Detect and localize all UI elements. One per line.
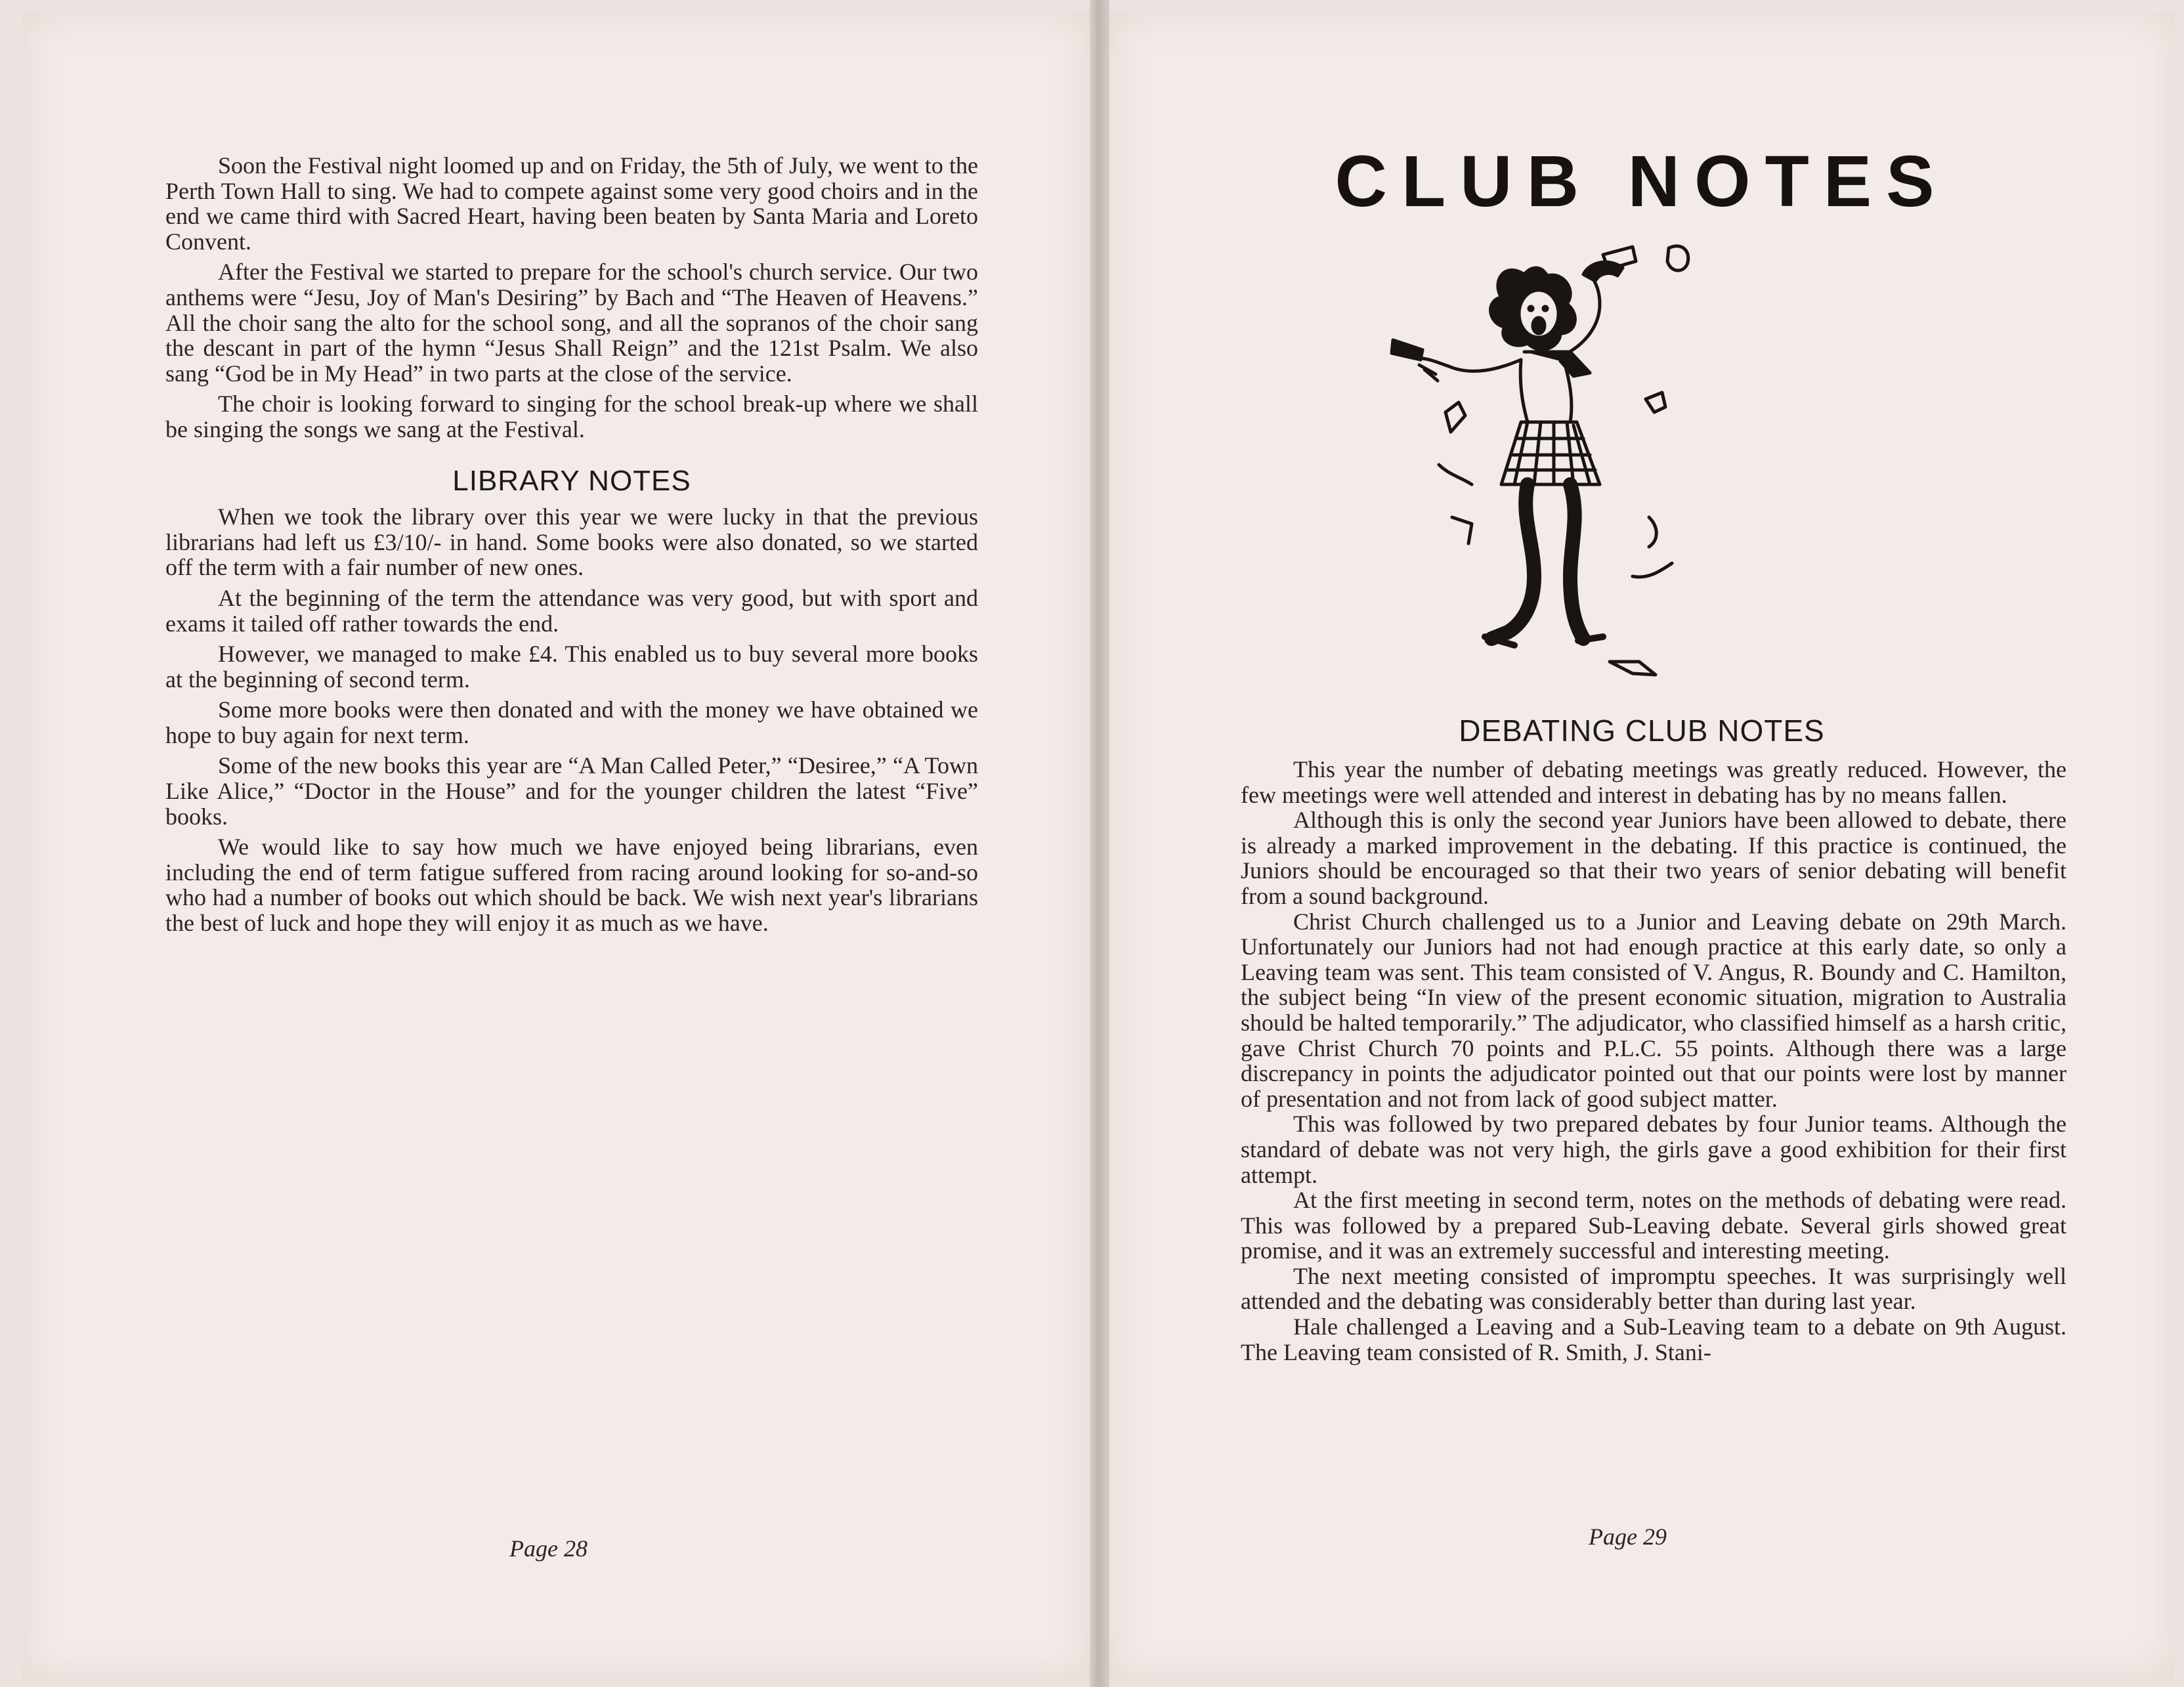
- choir-paragraph-1: Soon the Festival night loomed up and on Friday, the 5th of July, we went to the Perth Town Hall to sing. We had to compete against some very good choirs and in the end we came third with Sacred Heart, having been beaten by Santa Maria and Loreto Convent.: [165, 152, 978, 255]
- library-paragraph-3: However, we managed to make £4. This enabled us to buy several more books at the beginning of second term.: [165, 641, 978, 693]
- book-gutter: [1090, 0, 1109, 1687]
- debating-paragraph-5: At the first meeting in second term, notes on the methods of debating were read. This was followed by a prepared Sub-Leaving debate. Several girls showed great promise, and it was an extremely successful and interesting meeting.: [1241, 1187, 2066, 1264]
- right-page-body: [1241, 757, 2066, 1365]
- debating-paragraph-3: Christ Church challenged us to a Junior and Leaving debate on 29th March. Unfortunately our Juniors had not had enough practice at this early date, so only a Leaving team was sent. This team consisted of V. Angus, R. Boundy and C. Hamilton, the subject being “In view of the present economic situation, migration to Australia should be halted temporarily.” The adjudicator, who classified himself as a harsh critic, gave Christ Church 70 points and P.L.C. 55 points. Although there was a large discrepancy in points the adjudicator pointed out that our points were lost by manner of presentation and not from lack of good subject matter.: [1241, 908, 2066, 1112]
- debating-paragraph-7: Hale challenged a Leaving and a Sub-Leaving team to a debate on 9th August. The Leaving team consisted of R. Smith, J. Stani-: [1241, 1313, 2066, 1365]
- debating-paragraph-1: This year the number of debating meetings was greatly reduced. However, the few meetings were well attended and interest in debating has by no means fallen.: [1241, 756, 2066, 808]
- library-paragraph-1: When we took the library over this year we were lucky in that the previous librarians had left us £3/10/- in hand. Some books were also donated, so we started off the term with a fair number of new ones.: [165, 503, 978, 581]
- debating-paragraph-6: The next meeting consisted of impromptu speeches. It was surprisingly well attended and the debating was considerably better than during last year.: [1241, 1262, 2066, 1315]
- page-number-left: Page 28: [509, 1535, 588, 1562]
- club-notes-title: CLUB NOTES: [1335, 141, 1949, 222]
- library-paragraph-2: At the beginning of the term the attendance was very good, but with sport and exams it tailed off rather towards the end.: [165, 584, 978, 637]
- library-notes-heading: LIBRARY NOTES: [452, 464, 691, 497]
- library-paragraph-6: We would like to say how much we have enjoyed being librarians, even including the end of term fatigue suffered from racing around looking for so-and-so who had a number of books out which should be back. We wish next year's librarians the best of luck and hope they will enjoy it as much as we have.: [165, 834, 978, 937]
- debating-paragraph-2: Although this is only the second year Juniors have been allowed to debate, there is already a marked improvement in the debating. If this practice is continued, the Juniors should be encouraged so that their two years of senior debating will benefit from a sound background.: [1241, 807, 2066, 909]
- library-paragraph-5: Some of the new books this year are “A Man Called Peter,” “Desiree,” “A Town Like Alice,” “Doctor in the House” and for the younger children the latest “Five” books.: [165, 752, 978, 830]
- choir-paragraph-2: After the Festival we started to prepare for the school's church service. Our two anthems were “Jesu, Joy of Man's Desiring” by Bach and “The Heaven of Heavens.” All the choir sang the alto for the school song, and all the sopranos of the choir sang the descant in part of the hymn “Jesus Shall Reign” and the 121st Psalm. We also sang “God be in My Head” in two parts at the close of the service.: [165, 259, 978, 387]
- left-page-body: [165, 153, 978, 941]
- page-number-right: Page 29: [1589, 1524, 1667, 1550]
- left-page: [22, 12, 1090, 1679]
- dancing-girl-illustration-icon: [1373, 235, 1741, 708]
- choir-paragraph-3: The choir is looking forward to singing for the school break-up where we shall be singing the songs we sang at the Festival.: [165, 391, 978, 442]
- library-paragraph-4: Some more books were then donated and with the money we have obtained we hope to buy again for next term.: [165, 696, 978, 748]
- right-page: [1109, 12, 2174, 1679]
- debating-paragraph-4: This was followed by two prepared debates by four Junior teams. Although the standard of debate was not very high, the girls gave a good exhibition for their first attempt.: [1241, 1111, 2066, 1188]
- debating-club-notes-heading: DEBATING CLUB NOTES: [1459, 714, 1825, 748]
